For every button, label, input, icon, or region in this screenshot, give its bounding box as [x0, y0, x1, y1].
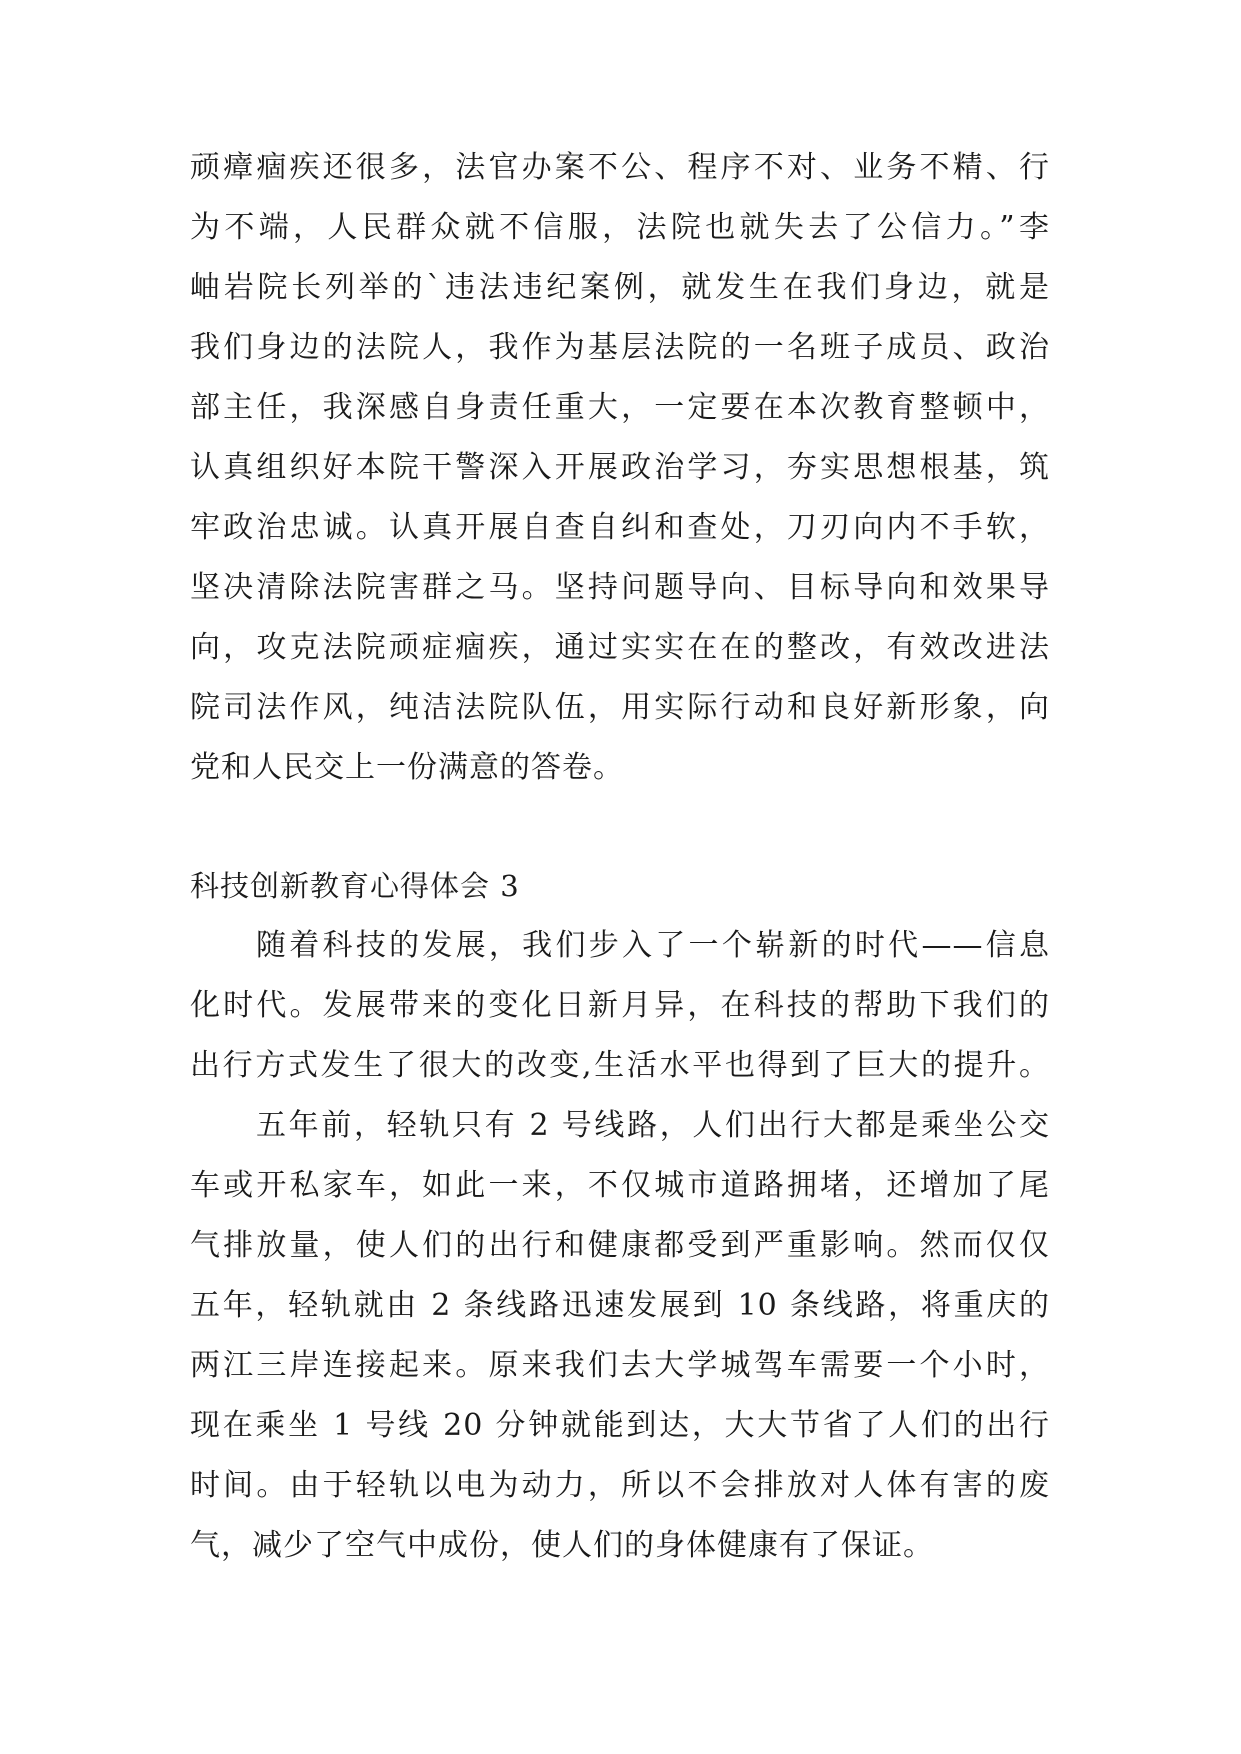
text-line: 化时代。发展带来的变化日新月异，在科技的帮助下我们的: [190, 988, 1050, 1023]
text-line: 气排放量，使人们的出行和健康都受到严重影响。然而仅仅: [190, 1228, 1050, 1263]
text-line: 车或开私家车，如此一来，不仅城市道路拥堵，还增加了尾: [190, 1168, 1050, 1203]
text-line: 向，攻克法院顽症痼疾，通过实实在在的整改，有效改进法: [190, 630, 1050, 665]
text-line: 随着科技的发展，我们步入了一个崭新的时代——信息: [256, 928, 1050, 963]
text-line: 两江三岸连接起来。原来我们去大学城驾车需要一个小时，: [190, 1348, 1050, 1383]
text-line: 岫岩院长列举的`违法违纪案例，就发生在我们身边，就是: [190, 270, 1050, 305]
text-line: 院司法作风，纯洁法院队伍，用实际行动和良好新形象，向: [190, 690, 1050, 725]
text-line: 现在乘坐 1 号线 20 分钟就能到达，大大节省了人们的出行: [190, 1408, 1050, 1443]
text-line: 气，减少了空气中成份，使人们的身体健康有了保证。: [190, 1528, 934, 1563]
text-line: 五年前，轻轨只有 2 号线路，人们出行大都是乘坐公交: [256, 1108, 1050, 1143]
text-line: 牢政治忠诚。认真开展自查自纠和查处，刀刃向内不手软，: [190, 510, 1050, 545]
text-line: 坚决清除法院害群之马。坚持问题导向、目标导向和效果导: [190, 570, 1050, 605]
text-line: 我们身边的法院人，我作为基层法院的一名班子成员、政治: [190, 330, 1050, 365]
text-line: 顽瘴痼疾还很多，法官办案不公、程序不对、业务不精、行: [190, 150, 1050, 185]
text-line: 出行方式发生了很大的改变,生活水平也得到了巨大的提升。: [190, 1048, 1050, 1083]
text-line: 时间。由于轻轨以电为动力，所以不会排放对人体有害的废: [190, 1468, 1050, 1503]
text-line: 为不端，人民群众就不信服，法院也就失去了公信力。”李: [190, 210, 1050, 245]
text-line: 党和人民交上一份满意的答卷。: [190, 750, 624, 785]
text-line: 部主任，我深感自身责任重大，一定要在本次教育整顿中，: [190, 390, 1050, 425]
text-line: 五年，轻轨就由 2 条线路迅速发展到 10 条线路，将重庆的: [190, 1288, 1050, 1323]
text-line: 认真组织好本院干警深入开展政治学习，夯实思想根基，筑: [190, 450, 1050, 485]
section-heading: 科技创新教育心得体会 3: [190, 869, 520, 903]
